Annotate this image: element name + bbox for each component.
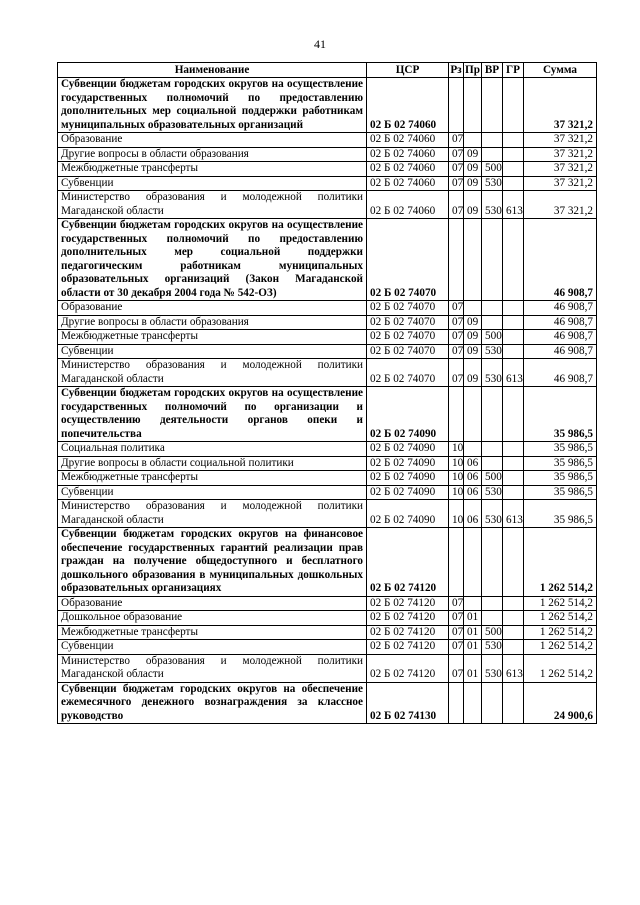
cell-vr: 530 <box>482 485 503 500</box>
cell-gr <box>503 387 524 442</box>
cell-name: Министерство образования и молодежной политики Магаданской области <box>58 359 367 387</box>
cell-gr <box>503 330 524 345</box>
cell-gr <box>503 596 524 611</box>
cell-name: Межбюджетные трансферты <box>58 625 367 640</box>
cell-gr <box>503 301 524 316</box>
table-row <box>58 359 597 387</box>
cell-pr: 06 <box>464 456 482 471</box>
table-header <box>58 63 597 78</box>
header-sum: Сумма <box>524 63 597 78</box>
cell-rz: 10 <box>449 456 464 471</box>
cell-rz: 07 <box>449 611 464 626</box>
table-row <box>58 147 597 162</box>
cell-csr: 02 Б 02 74060 <box>367 133 449 148</box>
header-rz: Рз <box>450 63 462 76</box>
cell-sum: 24 900,6 <box>524 682 597 724</box>
cell-name: Межбюджетные трансферты <box>58 162 367 177</box>
cell-gr <box>503 219 524 301</box>
cell-sum: 1 262 514,2 <box>524 640 597 655</box>
cell-rz <box>449 219 464 301</box>
cell-pr: 01 <box>464 654 482 682</box>
cell-sum: 46 908,7 <box>524 315 597 330</box>
table-row <box>58 219 597 301</box>
cell-csr: 02 Б 02 74120 <box>367 640 449 655</box>
cell-pr: 01 <box>464 640 482 655</box>
cell-gr <box>503 456 524 471</box>
cell-gr <box>503 78 524 133</box>
table-row <box>58 625 597 640</box>
table-row <box>58 596 597 611</box>
table-row <box>58 611 597 626</box>
cell-gr <box>503 176 524 191</box>
cell-pr: 09 <box>464 147 482 162</box>
cell-pr: 06 <box>464 500 482 528</box>
cell-sum: 46 908,7 <box>524 219 597 301</box>
cell-name: Субвенции бюджетам городских округов на осуществление государственных полномочий по предоставлению дополнительных мер социальной поддержки педагогическим работникам муниципальных образовательных организаций (Закон Магаданской области от 30 декабря 2004 года № 542-ОЗ) <box>58 219 367 301</box>
cell-name: Образование <box>58 596 367 611</box>
cell-csr: 02 Б 02 74120 <box>367 596 449 611</box>
cell-vr: 530 <box>482 640 503 655</box>
cell-vr <box>482 442 503 457</box>
cell-pr: 01 <box>464 625 482 640</box>
table-row <box>58 78 597 133</box>
cell-sum: 1 262 514,2 <box>524 625 597 640</box>
cell-pr: 09 <box>464 162 482 177</box>
page-number: 41 <box>314 37 326 51</box>
cell-gr: 613 <box>503 654 524 682</box>
cell-sum: 35 986,5 <box>524 471 597 486</box>
cell-vr <box>482 682 503 724</box>
cell-vr: 530 <box>482 191 503 219</box>
cell-sum: 35 986,5 <box>524 387 597 442</box>
cell-rz: 07 <box>449 147 464 162</box>
table-row <box>58 344 597 359</box>
cell-pr <box>464 596 482 611</box>
cell-vr <box>482 301 503 316</box>
cell-name: Субвенции бюджетам городских округов на обеспечение ежемесячного денежного вознаграждения за классное руководство <box>58 682 367 724</box>
cell-vr <box>482 387 503 442</box>
cell-gr <box>503 315 524 330</box>
cell-pr: 06 <box>464 485 482 500</box>
cell-rz: 07 <box>449 315 464 330</box>
cell-sum: 35 986,5 <box>524 500 597 528</box>
cell-rz: 07 <box>449 654 464 682</box>
cell-vr <box>482 315 503 330</box>
cell-vr: 530 <box>482 176 503 191</box>
cell-pr: 09 <box>464 359 482 387</box>
cell-rz: 07 <box>449 162 464 177</box>
table-row <box>58 330 597 345</box>
cell-pr <box>464 301 482 316</box>
cell-rz <box>449 682 464 724</box>
cell-gr <box>503 162 524 177</box>
cell-vr: 500 <box>482 330 503 345</box>
cell-csr: 02 Б 02 74090 <box>367 485 449 500</box>
budget-table <box>57 62 597 724</box>
cell-rz <box>449 387 464 442</box>
cell-rz: 07 <box>449 344 464 359</box>
cell-rz: 07 <box>449 359 464 387</box>
cell-vr <box>482 133 503 148</box>
table-row <box>58 654 597 682</box>
cell-pr: 09 <box>464 330 482 345</box>
cell-sum: 1 262 514,2 <box>524 528 597 597</box>
cell-sum: 1 262 514,2 <box>524 654 597 682</box>
cell-pr: 01 <box>464 611 482 626</box>
cell-sum: 37 321,2 <box>524 133 597 148</box>
cell-pr: 09 <box>464 315 482 330</box>
header-row <box>58 63 597 78</box>
table-body <box>58 78 597 724</box>
cell-pr <box>464 219 482 301</box>
table-row <box>58 162 597 177</box>
table-row <box>58 315 597 330</box>
cell-gr <box>503 640 524 655</box>
cell-pr: 09 <box>464 191 482 219</box>
cell-csr: 02 Б 02 74060 <box>367 147 449 162</box>
table-row <box>58 442 597 457</box>
cell-csr: 02 Б 02 74120 <box>367 654 449 682</box>
cell-gr: 613 <box>503 359 524 387</box>
cell-csr: 02 Б 02 74060 <box>367 162 449 177</box>
cell-name: Субвенции <box>58 485 367 500</box>
cell-rz: 10 <box>449 471 464 486</box>
header-vr: ВР <box>482 63 503 78</box>
cell-pr <box>464 442 482 457</box>
table-row <box>58 640 597 655</box>
cell-rz <box>449 78 464 133</box>
cell-gr <box>503 485 524 500</box>
table-row <box>58 485 597 500</box>
cell-name: Образование <box>58 133 367 148</box>
cell-gr <box>503 611 524 626</box>
table-row <box>58 456 597 471</box>
cell-gr <box>503 442 524 457</box>
table-row <box>58 133 597 148</box>
cell-sum: 35 986,5 <box>524 442 597 457</box>
cell-name: Межбюджетные трансферты <box>58 330 367 345</box>
cell-name: Министерство образования и молодежной политики Магаданской области <box>58 191 367 219</box>
cell-name: Дошкольное образование <box>58 611 367 626</box>
header-name: Наименование <box>58 63 367 78</box>
cell-sum: 1 262 514,2 <box>524 611 597 626</box>
cell-pr <box>464 682 482 724</box>
cell-sum: 35 986,5 <box>524 485 597 500</box>
cell-vr: 500 <box>482 162 503 177</box>
cell-rz: 07 <box>449 330 464 345</box>
cell-csr: 02 Б 02 74130 <box>367 682 449 724</box>
cell-csr: 02 Б 02 74060 <box>367 176 449 191</box>
cell-gr: 613 <box>503 500 524 528</box>
cell-sum: 37 321,2 <box>524 147 597 162</box>
cell-csr: 02 Б 02 74070 <box>367 219 449 301</box>
cell-rz: 07 <box>449 640 464 655</box>
table-row <box>58 387 597 442</box>
cell-csr: 02 Б 02 74070 <box>367 315 449 330</box>
cell-csr: 02 Б 02 74070 <box>367 359 449 387</box>
table-row <box>58 682 597 724</box>
cell-csr: 02 Б 02 74070 <box>367 344 449 359</box>
cell-csr: 02 Б 02 74070 <box>367 330 449 345</box>
header-csr: ЦСР <box>367 63 449 78</box>
cell-sum: 37 321,2 <box>524 78 597 133</box>
cell-vr: 500 <box>482 471 503 486</box>
cell-rz: 10 <box>449 500 464 528</box>
cell-name: Образование <box>58 301 367 316</box>
cell-gr <box>503 471 524 486</box>
cell-rz: 07 <box>449 301 464 316</box>
cell-csr: 02 Б 02 74120 <box>367 611 449 626</box>
cell-sum: 46 908,7 <box>524 344 597 359</box>
table-row <box>58 301 597 316</box>
cell-sum: 37 321,2 <box>524 162 597 177</box>
cell-pr: 09 <box>464 344 482 359</box>
cell-vr <box>482 219 503 301</box>
cell-gr <box>503 344 524 359</box>
cell-name: Субвенции бюджетам городских округов на осуществление государственных полномочий по организации и осуществлению деятельности органов опеки и попечительства <box>58 387 367 442</box>
cell-name: Другие вопросы в области образования <box>58 147 367 162</box>
cell-rz: 07 <box>449 176 464 191</box>
cell-name: Субвенции <box>58 640 367 655</box>
table-row <box>58 176 597 191</box>
cell-csr: 02 Б 02 74070 <box>367 301 449 316</box>
header-gr: ГР <box>503 63 524 78</box>
cell-vr: 530 <box>482 359 503 387</box>
cell-vr <box>482 456 503 471</box>
cell-pr <box>464 528 482 597</box>
cell-csr: 02 Б 02 74090 <box>367 471 449 486</box>
table-row <box>58 471 597 486</box>
cell-vr: 530 <box>482 654 503 682</box>
cell-csr: 02 Б 02 74090 <box>367 442 449 457</box>
cell-sum: 1 262 514,2 <box>524 596 597 611</box>
cell-pr: 09 <box>464 176 482 191</box>
cell-name: Субвенции <box>58 176 367 191</box>
cell-vr <box>482 147 503 162</box>
cell-csr: 02 Б 02 74120 <box>367 625 449 640</box>
cell-rz: 07 <box>449 596 464 611</box>
cell-sum: 46 908,7 <box>524 359 597 387</box>
table-row <box>58 528 597 597</box>
cell-vr <box>482 611 503 626</box>
cell-sum: 37 321,2 <box>524 176 597 191</box>
cell-name: Другие вопросы в области образования <box>58 315 367 330</box>
cell-rz: 10 <box>449 485 464 500</box>
cell-sum: 37 321,2 <box>524 191 597 219</box>
cell-gr <box>503 133 524 148</box>
cell-name: Субвенции бюджетам городских округов на финансовое обеспечение государственных гарантий реализации прав граждан на получение общедоступного и бесплатного дошкольного образования в муниципальных дошкольных образовательных организациях <box>58 528 367 597</box>
header-pr: Пр <box>465 63 480 76</box>
cell-pr <box>464 387 482 442</box>
table-row <box>58 500 597 528</box>
cell-rz <box>449 528 464 597</box>
cell-pr <box>464 133 482 148</box>
cell-vr <box>482 528 503 597</box>
cell-csr: 02 Б 02 74120 <box>367 528 449 597</box>
cell-gr <box>503 147 524 162</box>
cell-name: Министерство образования и молодежной политики Магаданской области <box>58 500 367 528</box>
cell-name: Другие вопросы в области социальной политики <box>58 456 367 471</box>
cell-gr <box>503 528 524 597</box>
cell-name: Министерство образования и молодежной политики Магаданской области <box>58 654 367 682</box>
cell-gr: 613 <box>503 191 524 219</box>
cell-csr: 02 Б 02 74060 <box>367 78 449 133</box>
cell-name: Межбюджетные трансферты <box>58 471 367 486</box>
cell-csr: 02 Б 02 74090 <box>367 500 449 528</box>
cell-name: Субвенции бюджетам городских округов на осуществление государственных полномочий по предоставлению дополнительных мер социальной поддержки работникам муниципальных образовательных организаций <box>58 78 367 133</box>
cell-csr: 02 Б 02 74090 <box>367 387 449 442</box>
cell-vr <box>482 596 503 611</box>
cell-name: Социальная политика <box>58 442 367 457</box>
cell-csr: 02 Б 02 74060 <box>367 191 449 219</box>
cell-csr: 02 Б 02 74090 <box>367 456 449 471</box>
cell-rz: 07 <box>449 625 464 640</box>
cell-rz: 07 <box>449 133 464 148</box>
cell-gr <box>503 682 524 724</box>
cell-vr <box>482 78 503 133</box>
cell-gr <box>503 625 524 640</box>
cell-sum: 46 908,7 <box>524 301 597 316</box>
cell-sum: 35 986,5 <box>524 456 597 471</box>
cell-rz: 07 <box>449 191 464 219</box>
cell-rz: 10 <box>449 442 464 457</box>
cell-pr <box>464 78 482 133</box>
cell-pr: 06 <box>464 471 482 486</box>
cell-vr: 530 <box>482 500 503 528</box>
cell-vr: 530 <box>482 344 503 359</box>
cell-vr: 500 <box>482 625 503 640</box>
table-row <box>58 191 597 219</box>
cell-name: Субвенции <box>58 344 367 359</box>
cell-sum: 46 908,7 <box>524 330 597 345</box>
